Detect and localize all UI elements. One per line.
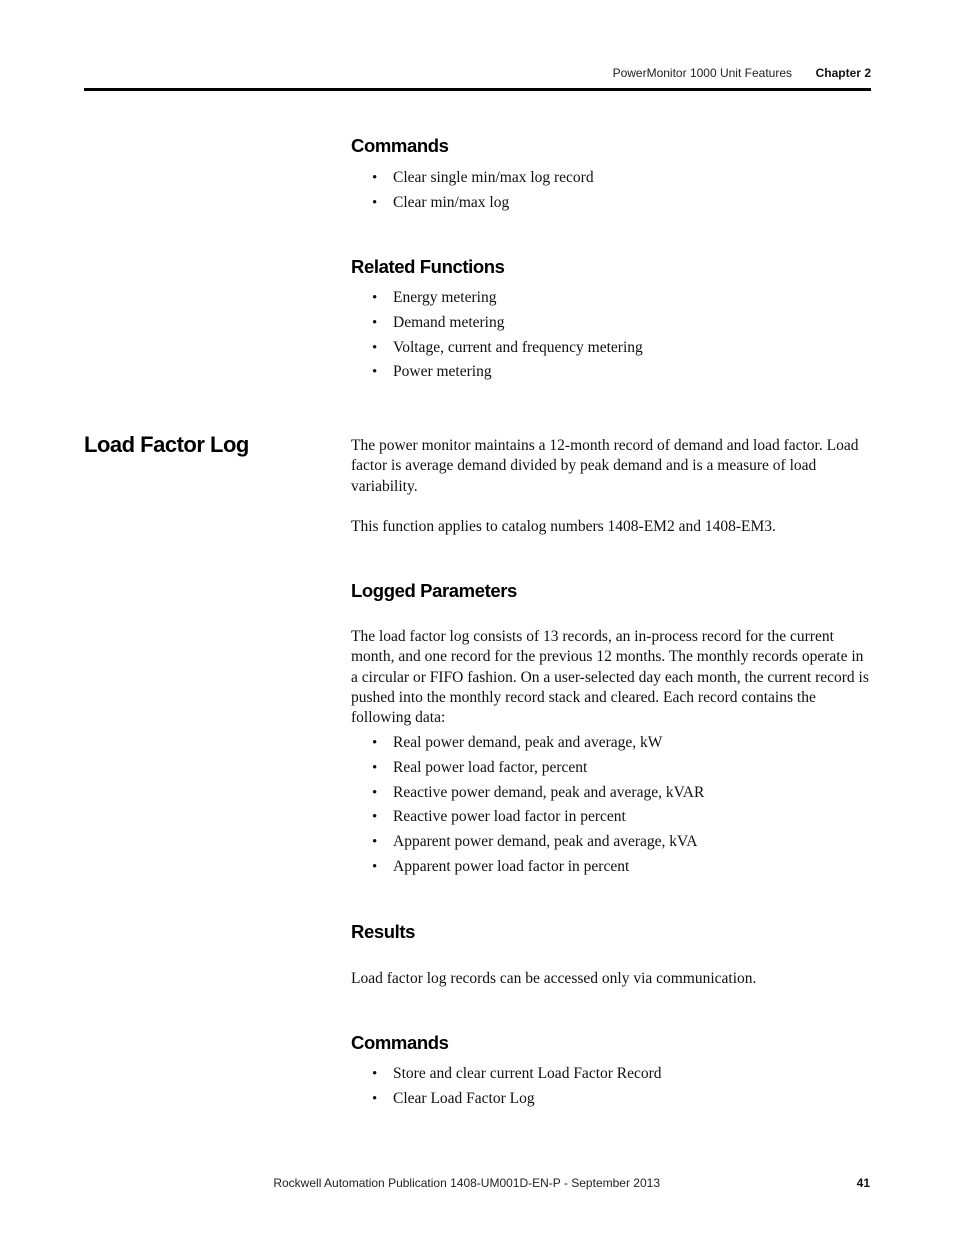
applies-paragraph: This function applies to catalog numbers 1408-EM2 and 1408-EM3. (351, 518, 776, 535)
intro-paragraph: The power monitor maintains a 12-month record of demand and load factor. Load factor is average demand divided by peak demand and is a measure of load variability. (351, 437, 859, 495)
list-item: • Demand metering (372, 313, 505, 331)
list-item: • Real power load factor, percent (372, 758, 588, 776)
list-item: • Apparent power load factor in percent (372, 857, 630, 875)
bullet-icon: • (372, 735, 378, 751)
header-rule (84, 88, 871, 91)
bullet-icon: • (372, 290, 378, 306)
bullet-icon: • (372, 1090, 378, 1107)
bullet-icon: • (372, 364, 378, 381)
bullet-icon: • (372, 314, 378, 331)
bullet-icon: • (372, 809, 378, 826)
bullet-icon: • (372, 858, 378, 875)
list-item: • Clear single min/max log record (372, 169, 594, 186)
results-paragraph: Load factor log records can be accessed only via communication. (351, 970, 757, 987)
list-item: • Apparent power demand, peak and average, kVA (372, 833, 698, 851)
list-item: • Power metering (372, 363, 492, 381)
commands-list-2 (351, 1064, 662, 1114)
bullet-icon: • (372, 194, 378, 211)
commands-heading-2: Commands (351, 1032, 449, 1053)
commands-heading: Commands (351, 135, 449, 156)
logged-parameters-paragraph: The load factor log consists of 13 records, an in-process record for the current month, and one record for the previous 12 months. The monthly records operate in a circular or FIFO fashion. On a user-selected day each month, the current record is pushed into the monthly record stack and cleared. Each record contains the following data: (351, 628, 869, 727)
running-header-title: PowerMonitor 1000 Unit Features (612, 66, 792, 80)
bullet-icon: • (372, 834, 378, 851)
page-number: 41 (856, 1176, 870, 1190)
bullet-icon: • (372, 339, 378, 356)
running-header-chapter: Chapter 2 (815, 66, 871, 80)
commands-list (351, 168, 594, 218)
logged-parameters-list (351, 733, 704, 882)
footer-publication: Rockwell Automation Publication 1408-UM001D-EN-P - September 2013 (273, 1176, 660, 1190)
list-item: • Store and clear current Load Factor Record (372, 1065, 662, 1082)
bullet-icon: • (372, 759, 378, 776)
list-item: • Reactive power load factor in percent (372, 808, 626, 826)
logged-parameters-heading: Logged Parameters (351, 580, 517, 601)
bullet-icon: • (372, 1066, 378, 1082)
bullet-icon: • (372, 784, 378, 801)
list-item: • Real power demand, peak and average, kW (372, 734, 663, 751)
section-title: Load Factor Log (84, 432, 249, 457)
list-item: • Reactive power demand, peak and average, kVAR (372, 783, 705, 801)
bullet-icon: • (372, 170, 378, 186)
results-heading: Results (351, 921, 416, 942)
list-item: • Clear min/max log (372, 193, 510, 211)
related-functions-heading: Related Functions (351, 256, 505, 277)
list-item: • Energy metering (372, 289, 497, 306)
list-item: • Voltage, current and frequency metering (372, 338, 643, 356)
list-item: • Clear Load Factor Log (372, 1089, 535, 1107)
related-functions-list (351, 288, 643, 387)
